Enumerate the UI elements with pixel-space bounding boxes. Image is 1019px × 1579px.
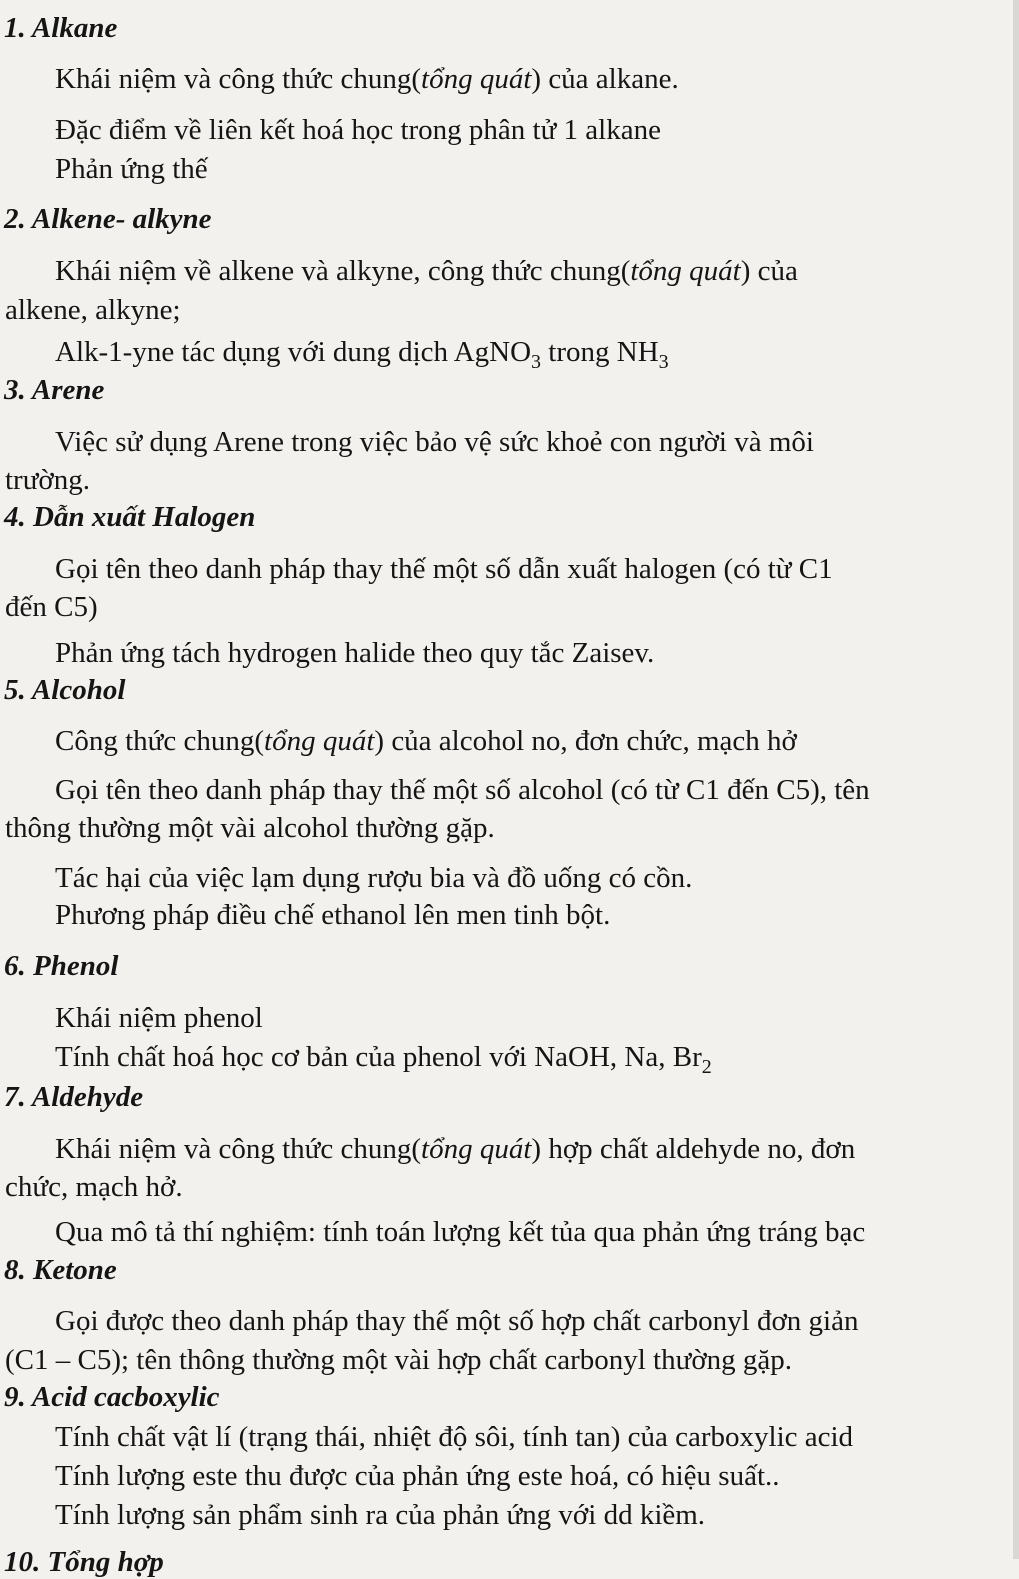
acid-line-3: Tính lượng sản phẩm sinh ra của phản ứng với dd kiềm. [55,1499,706,1531]
phenol-line-1: Khái niệm phenol [55,1002,263,1034]
ketone-line-2: (C1 – C5); tên thông thường một vài hợp chất carbonyl thường gặp. [5,1344,793,1376]
ketone-line-1: Gọi được theo danh pháp thay thế một số hợp chất carbonyl đơn giản [55,1305,859,1337]
alkene-line-2: alkene, alkyne; [5,294,181,326]
halogen-line-3: Phản ứng tách hydrogen halide theo quy tắc Zaisev. [55,637,655,669]
aldehyde-line-3: Qua mô tả thí nghiệm: tính toán lượng kết tủa qua phản ứng tráng bạc [55,1216,866,1248]
section-heading-alkene-alkyne: 2. Alkene- alkyne [4,203,212,235]
alcohol-line-5: Phương pháp điều chế ethanol lên men tinh bột. [55,899,611,931]
aldehyde-line-1: Khái niệm và công thức chung(tổng quát) hợp chất aldehyde no, đơn [55,1133,856,1165]
cut-off-heading: 10. Tổng hợp [4,1546,164,1578]
arene-line-2: trường. [5,464,91,496]
section-heading-phenol: 6. Phenol [4,950,119,982]
section-heading-alkane: 1. Alkane [4,12,118,44]
phenol-line-2: Tính chất hoá học cơ bản của phenol với NaOH, Na, $Br_2$ [55,1041,712,1078]
halogen-line-1: Gọi tên theo danh pháp thay thế một số dẫn xuất halogen (có từ C1 [55,553,833,585]
section-heading-halogen: 4. Dẫn xuất Halogen [4,501,256,533]
arene-line-1: Việc sử dụng Arene trong việc bảo vệ sức khoẻ con người và môi [55,426,814,458]
section-heading-alcohol: 5. Alcohol [4,674,126,706]
alcohol-line-1: Công thức chung(tổng quát) của alcohol no, đơn chức, mạch hở [55,725,797,757]
alkane-line-2: Đặc điểm về liên kết hoá học trong phân tử 1 alkane [55,114,661,146]
section-heading-ketone: 8. Ketone [4,1254,117,1286]
alkene-line-1: Khái niệm về alkene và alkyne, công thức chung(tổng quát) của [55,255,798,287]
alcohol-line-2: Gọi tên theo danh pháp thay thế một số alcohol (có từ C1 đến C5), tên [55,774,870,806]
acid-line-1: Tính chất vật lí (trạng thái, nhiệt độ sôi, tính tan) của carboxylic acid [55,1421,854,1453]
alkane-line-1: Khái niệm và công thức chung(tổng quát) của alkane. [55,63,679,95]
section-heading-acid: 9. Acid cacboxylic [4,1381,220,1413]
alkane-line-3: Phản ứng thế [55,153,208,185]
page-edge-shadow [1013,0,1019,1559]
aldehyde-line-2: chức, mạch hở. [5,1171,183,1203]
section-heading-aldehyde: 7. Aldehyde [4,1081,144,1113]
section-heading-arene: 3. Arene [4,374,105,406]
alcohol-line-4: Tác hại của việc lạm dụng rượu bia và đồ uống có cồn. [55,862,693,894]
alkene-line-3: Alk-1-yne tác dụng với dung dịch AgNO$_3$ trong $NH_3$ [55,336,669,373]
halogen-line-2: đến C5) [5,591,98,623]
acid-line-2: Tính lượng este thu được của phản ứng este hoá, có hiệu suất.. [55,1460,780,1492]
alcohol-line-3: thông thường một vài alcohol thường gặp. [5,812,495,844]
